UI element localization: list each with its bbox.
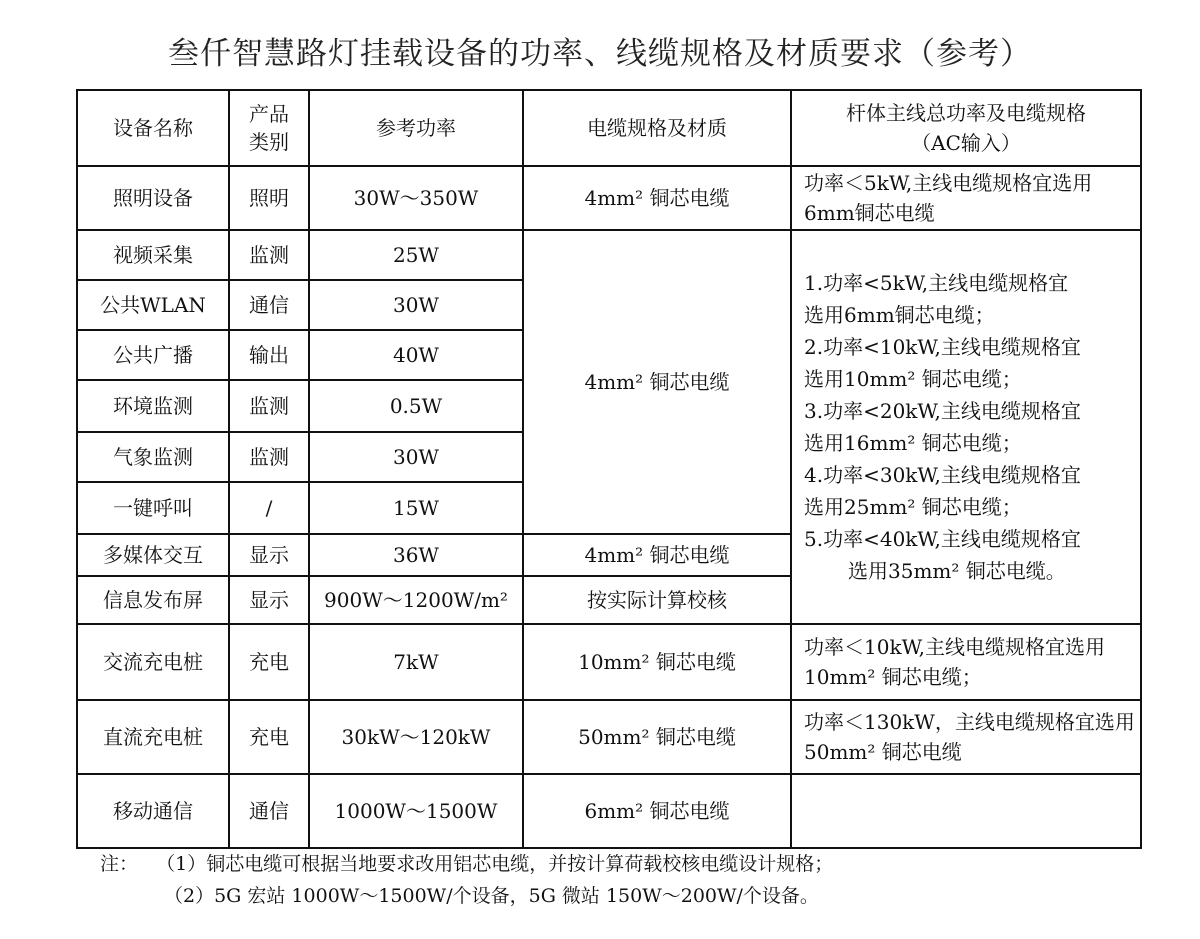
cell-name: 直流充电桩 (77, 700, 229, 774)
cell-category: 充电 (229, 700, 309, 774)
table-row (77, 624, 1141, 700)
table-row (77, 700, 1141, 774)
main-line: 选用10mm² 铜芯电缆； (804, 367, 1022, 391)
spec-table (76, 89, 1142, 849)
header-name: 设备名称 (77, 90, 229, 166)
cell-cable: 6mm² 铜芯电缆 (523, 774, 791, 848)
cell-power: 7kW (309, 624, 523, 700)
cell-category: 充电 (229, 624, 309, 700)
cell-name: 一键呼叫 (77, 482, 229, 534)
cell-main: 功率＜130kW，主线电缆规格宜选用50mm² 铜芯电缆 (791, 700, 1141, 774)
header-main (791, 90, 1141, 166)
cell-cable: 按实际计算校核 (523, 576, 791, 624)
cell-main-merged (791, 230, 1141, 624)
table-row (77, 230, 1141, 280)
note-1: （1）铜芯电缆可根据当地要求改用铝芯电缆，并按计算荷载校核电缆设计规格； (156, 853, 834, 875)
cell-power: 40W (309, 330, 523, 380)
header-category-line2: 类别 (249, 130, 289, 154)
header-main-line2: （AC输入） (911, 131, 1021, 155)
cell-category: / (229, 482, 309, 534)
cell-category: 输出 (229, 330, 309, 380)
header-cable: 电缆规格及材质 (523, 90, 791, 166)
notes-line1 (100, 848, 833, 880)
main-line: 3.功率<20kW,主线电缆规格宜 (804, 399, 1081, 423)
header-main-line1: 杆体主线总功率及电缆规格 (846, 101, 1086, 125)
table-row (77, 774, 1141, 848)
cell-category: 显示 (229, 576, 309, 624)
cell-power: 30kW～120kW (309, 700, 523, 774)
cell-power: 0.5W (309, 380, 523, 432)
notes (100, 848, 833, 912)
main-line: 选用25mm² 铜芯电缆； (804, 495, 1022, 519)
cell-category: 照明 (229, 166, 309, 230)
header-power: 参考功率 (309, 90, 523, 166)
cell-name: 公共广播 (77, 330, 229, 380)
cell-name: 信息发布屏 (77, 576, 229, 624)
cell-name: 气象监测 (77, 432, 229, 482)
cell-category: 监测 (229, 432, 309, 482)
main-line: 选用35mm² 铜芯电缆。 (848, 559, 1066, 583)
cell-cable-merged: 4mm² 铜芯电缆 (523, 230, 791, 534)
note-2: （2）5G 宏站 1000W～1500W/个设备，5G 微站 150W～200W/个设备。 (164, 885, 819, 907)
cell-cable: 10mm² 铜芯电缆 (523, 624, 791, 700)
cell-name: 交流充电桩 (77, 624, 229, 700)
main-line: 2.功率<10kW,主线电缆规格宜 (804, 335, 1081, 359)
main-line: 选用16mm² 铜芯电缆； (804, 431, 1022, 455)
cell-power: 900W～1200W/m² (309, 576, 523, 624)
cell-power: 30W (309, 280, 523, 330)
main-line: 4.功率<30kW,主线电缆规格宜 (804, 463, 1081, 487)
main-line: 5.功率<40kW,主线电缆规格宜 (804, 527, 1081, 551)
cell-category: 通信 (229, 280, 309, 330)
cell-power: 15W (309, 482, 523, 534)
page-title: 叁仟智慧路灯挂载设备的功率、线缆规格及材质要求（参考） (168, 36, 1032, 72)
cell-name: 照明设备 (77, 166, 229, 230)
cell-cable: 4mm² 铜芯电缆 (523, 534, 791, 576)
cell-cable: 50mm² 铜芯电缆 (523, 700, 791, 774)
cell-main: 功率＜10kW,主线电缆规格宜选用10mm² 铜芯电缆； (791, 624, 1141, 700)
table-header-row (77, 90, 1141, 166)
cell-category: 监测 (229, 230, 309, 280)
cell-name: 视频采集 (77, 230, 229, 280)
cell-power: 1000W～1500W (309, 774, 523, 848)
cell-main: 功率＜5kW,主线电缆规格宜选用6mm铜芯电缆 (791, 166, 1141, 230)
cell-name: 环境监测 (77, 380, 229, 432)
cell-category: 监测 (229, 380, 309, 432)
cell-power: 25W (309, 230, 523, 280)
table-row (77, 166, 1141, 230)
cell-category: 显示 (229, 534, 309, 576)
main-line: 1.功率<5kW,主线电缆规格宜 (804, 271, 1069, 295)
cell-power: 30W (309, 432, 523, 482)
cell-power: 30W～350W (309, 166, 523, 230)
cell-name: 移动通信 (77, 774, 229, 848)
cell-main (791, 774, 1141, 848)
cell-cable: 4mm² 铜芯电缆 (523, 166, 791, 230)
cell-name: 多媒体交互 (77, 534, 229, 576)
main-line: 选用6mm铜芯电缆； (804, 303, 995, 327)
notes-label: 注： (100, 853, 139, 875)
header-category-line1: 产品 (249, 102, 289, 126)
cell-power: 36W (309, 534, 523, 576)
header-category (229, 90, 309, 166)
cell-name: 公共WLAN (77, 280, 229, 330)
cell-category: 通信 (229, 774, 309, 848)
